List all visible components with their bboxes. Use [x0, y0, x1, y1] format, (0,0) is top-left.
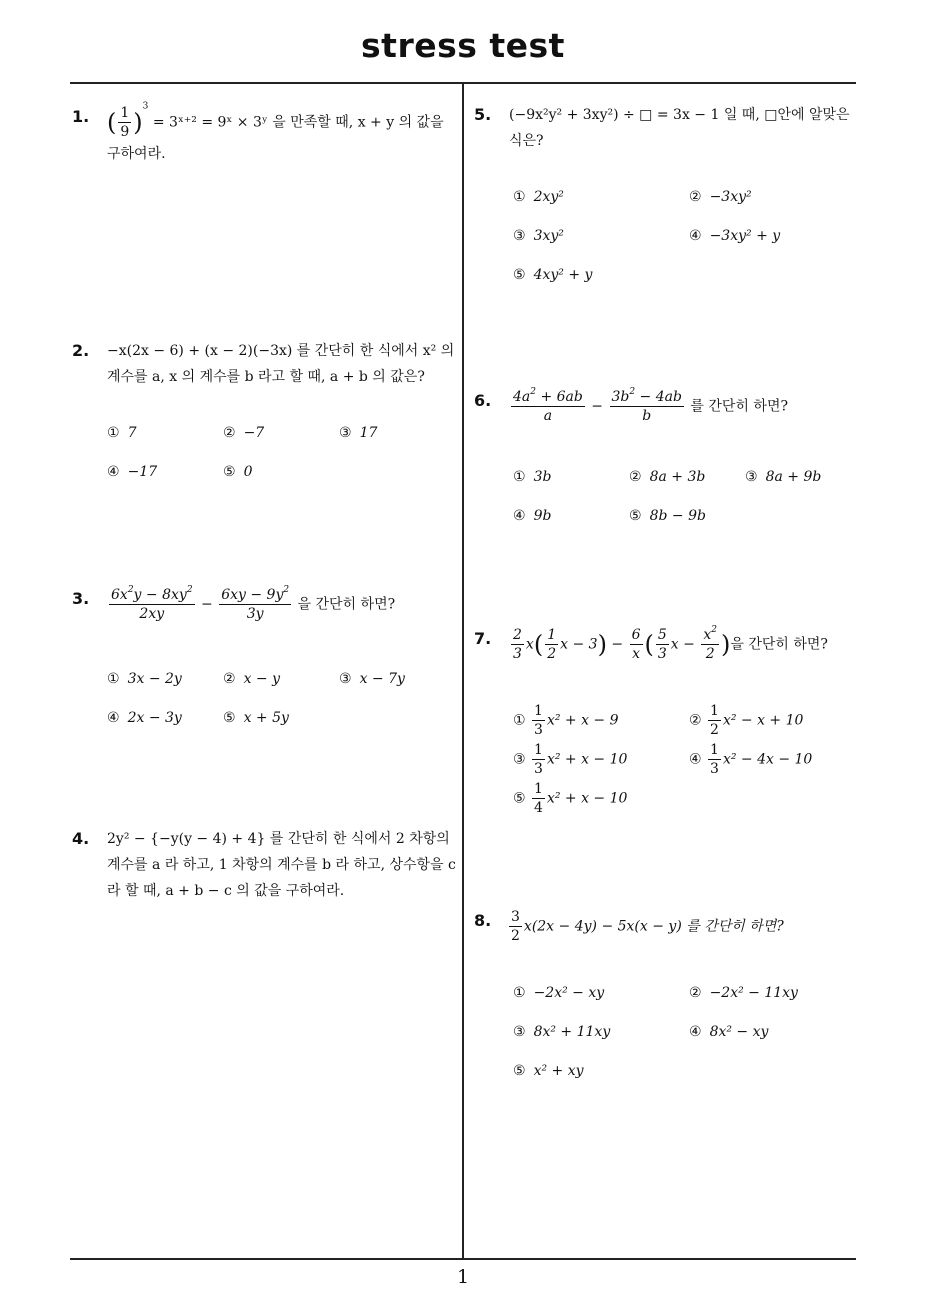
fraction: $\frac{5}{3}$ [657, 627, 667, 662]
fraction: $\frac{6xy - 9y^2}{3y}$ [221, 585, 290, 622]
question-number: 8. [474, 911, 492, 930]
choice-5[interactable]: ⑤ 8b − 9b [629, 508, 706, 524]
question-number: 2. [72, 341, 90, 360]
choice-2[interactable]: ② $\frac{1}{2}$ x² − x + 10 [689, 703, 804, 738]
question-number: 1. [72, 107, 90, 126]
choice-4[interactable]: ④ 9b [513, 508, 552, 524]
choice-1[interactable]: ① 7 [107, 425, 137, 441]
question-number: 4. [72, 829, 90, 848]
fraction: $\frac{1}{3}$ [710, 742, 719, 777]
choice-3[interactable]: ③ x − 7y [339, 671, 405, 687]
choice-3[interactable]: ③ 8x² + 11xy [513, 1024, 611, 1040]
footer-divider [70, 1258, 856, 1260]
fraction: $\frac{1}{9}$ [120, 105, 130, 140]
choice-5[interactable]: ⑤ $\frac{1}{4}$ x² + x − 10 [513, 781, 628, 816]
question-number: 5. [474, 105, 492, 124]
question-text: 2y² − {−y(y − 4) + 4} 를 간단히 한 식에서 2 차항의 계수를 a 라 하고, 1 차항의 계수를 b 라 하고, 상수항을 c 라 할 때, a + b − c 의 값을 구하여라. [107, 831, 456, 899]
choice-4[interactable]: ④ −17 [107, 464, 158, 480]
choice-2[interactable]: ② x − y [223, 671, 280, 687]
question-text: $\frac{2}{3}$ x( $\frac{1}{2}$ x − 3) − $\frac{6}{x}$ ( $\frac{5}{3}$ x − $\frac{x^2}{2}$ )을 간단히 하면? [513, 625, 828, 662]
choice-2[interactable]: ② 8a + 3b [629, 469, 706, 485]
choice-5[interactable]: ⑤ x² + xy [513, 1063, 584, 1079]
question-text: $\frac{4a^2 + 6ab}{a}$ − $\frac{3b^2 - 4ab}{b}$ 를 간단히 하면? [513, 387, 788, 424]
fraction: $\frac{4a^2 + 6ab}{a}$ [513, 387, 583, 424]
page-number: 1 [456, 1266, 470, 1288]
choice-2[interactable]: ② −3xy² [689, 189, 752, 205]
choice-4[interactable]: ④ −3xy² + y [689, 228, 781, 244]
fraction: $\frac{1}{2}$ [710, 703, 719, 738]
fraction: $\frac{3}{2}$ [511, 909, 520, 944]
choice-5[interactable]: ⑤ 0 [223, 464, 253, 480]
question-text: ( $\frac{1}{9}$ )$^3$ = 3ˣ⁺² = 9ˣ × 3ʸ 을 만족할 때, x + y 의 값을 구하여라. [107, 101, 444, 162]
fraction: $\frac{1}{2}$ [547, 627, 557, 662]
choice-3[interactable]: ③ 17 [339, 425, 378, 441]
choice-4[interactable]: ④ 8x² − xy [689, 1024, 769, 1040]
choice-1[interactable]: ① 3b [513, 469, 552, 485]
fraction: $\frac{1}{4}$ [534, 781, 543, 816]
choice-4[interactable]: ④ 2x − 3y [107, 710, 182, 726]
choice-5[interactable]: ⑤ x + 5y [223, 710, 289, 726]
choice-1[interactable]: ① 2xy² [513, 189, 564, 205]
question-number: 3. [72, 589, 90, 608]
question-text: $\frac{3}{2}$ x(2x − 4y) − 5x(x − y) 를 간단히 하면? [511, 909, 784, 944]
choice-2[interactable]: ② −7 [223, 425, 265, 441]
fraction: $\frac{2}{3}$ [513, 627, 522, 662]
choice-1[interactable]: ① −2x² − xy [513, 985, 605, 1001]
choice-5[interactable]: ⑤ 4xy² + y [513, 267, 593, 283]
question-text: −x(2x − 6) + (x − 2)(−3x) 를 간단히 한 식에서 x² 의 계수를 a, x 의 계수를 b 라고 할 때, a + b 의 값은? [107, 343, 455, 385]
question-text: (−9x²y² + 3xy²) ÷ □ = 3x − 1 일 때, □안에 알맞은 식은? [509, 107, 850, 149]
fraction: $\frac{6}{x}$ [631, 627, 641, 662]
question-number: 6. [474, 391, 492, 410]
fraction: $\frac{x^2}{2}$ [703, 625, 717, 662]
choice-2[interactable]: ② −2x² − 11xy [689, 985, 798, 1001]
choice-4[interactable]: ④ $\frac{1}{3}$ x² − 4x − 10 [689, 742, 813, 777]
choice-3[interactable]: ③ 8a + 9b [745, 469, 822, 485]
choice-3[interactable]: ③ $\frac{1}{3}$ x² + x − 10 [513, 742, 628, 777]
question-text: $\frac{6x^2y - 8xy^2}{2xy}$ − $\frac{6xy - 9y^2}{3y}$ 을 간단히 하면? [111, 585, 396, 622]
page-title: stress test [361, 26, 565, 65]
fraction: $\frac{1}{3}$ [534, 742, 543, 777]
fraction: $\frac{1}{3}$ [534, 703, 543, 738]
choice-3[interactable]: ③ 3xy² [513, 228, 564, 244]
column-divider [462, 84, 464, 1258]
fraction: $\frac{6x^2y - 8xy^2}{2xy}$ [111, 585, 193, 622]
question-number: 7. [474, 629, 492, 648]
choice-1[interactable]: ① 3x − 2y [107, 671, 182, 687]
fraction: $\frac{3b^2 - 4ab}{b}$ [611, 387, 682, 424]
choice-1[interactable]: ① $\frac{1}{3}$ x² + x − 9 [513, 703, 619, 738]
